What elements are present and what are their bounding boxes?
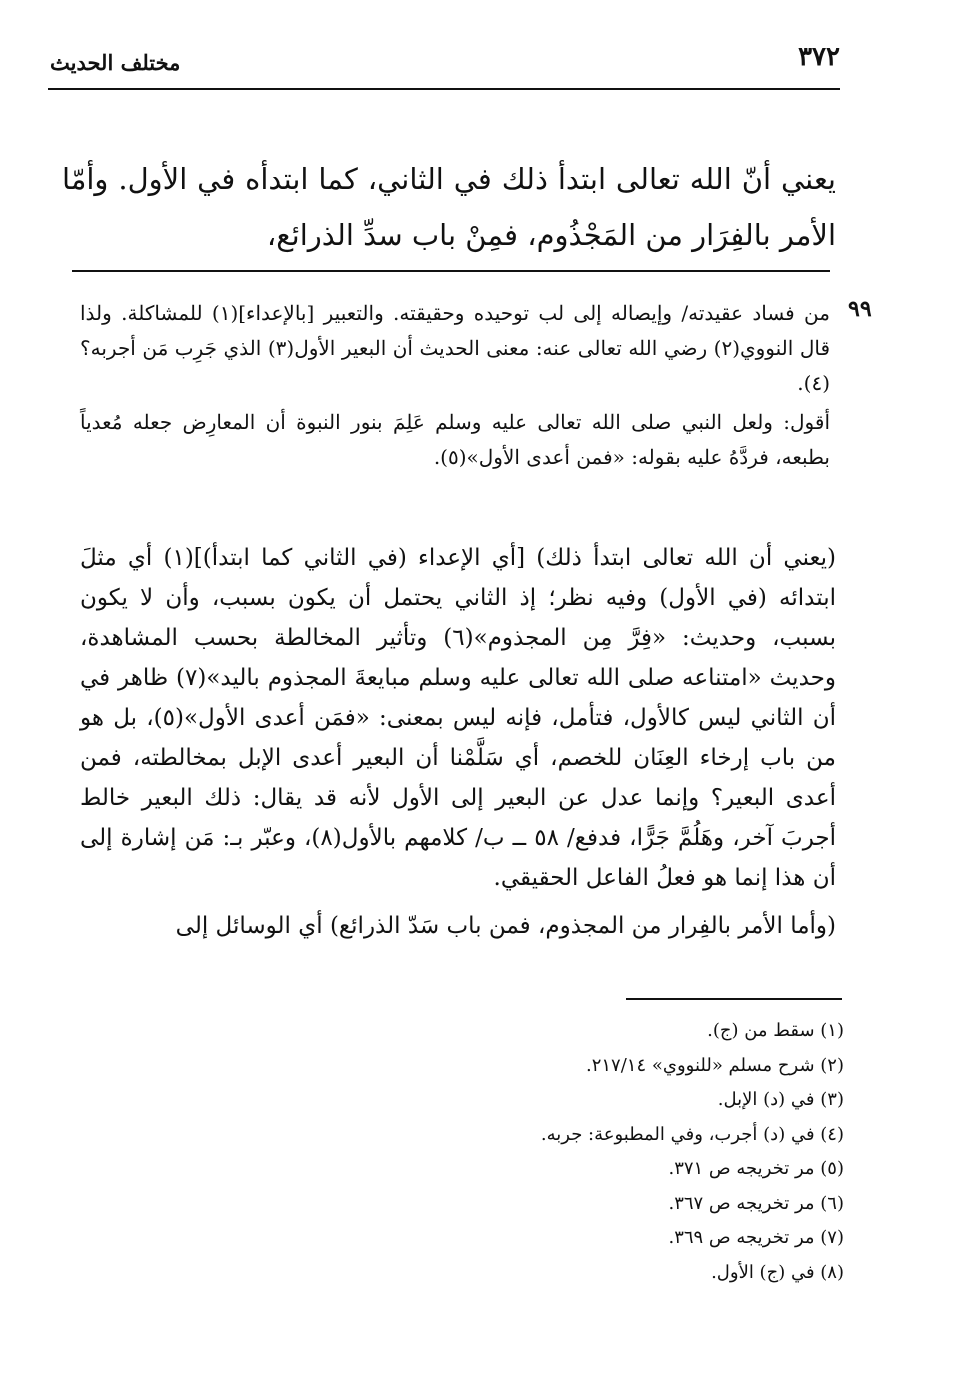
running-header bbox=[48, 42, 840, 82]
commentary-paragraph: أقول: ولعل النبي صلى الله تعالى عليه وسلم عَلِمَ بنور النبوة أن المعارِض جعله مُعدياً بطبعه، فردَّهُ عليه بقوله: «فمن أعدى الأول»(٥). bbox=[80, 410, 830, 469]
footnote: (٧) مر تخريجه ص ٣٦٩. bbox=[668, 1227, 844, 1248]
commentary-paragraph: من فساد عقيدته/ وإيصاله إلى لب توحيده وحقيقته. والتعبير [بالإعداء](١) للمشاكلة. ولذا قال النووي(٢) رضي الله تعالى عنه: معنى الحديث أن البعير الأول(٣) الذي جَرِب مَن أجربه؟(٤). bbox=[80, 301, 831, 395]
footnote: (١) سقط من (ج). bbox=[707, 1020, 844, 1041]
commentary-paragraph: (يعني أن الله تعالى ابتدأ ذلك) [أي الإعداء (في الثاني كما ابتدأ)](١) أي مثلَ ابتدائه (في الأول) وفيه نظر؛ إذ الثاني يحتمل أن يكون بسبب، وأن لا يكون بسبب، وحديث: «فِرَّ مِن المجذوم»(٦) وتأثير المخالطة بحسب المشاهدة، وحديث «امتناعه صلى الله تعالى عليه وسلم مبايعةَ المجذوم باليد»(٧) ظاهر في أن الثاني ليس كالأول، فتأمل، فإنه ليس بمعنى: «فمَن أعدى الأول»(٥)، بل هو من باب إرخاء العِنَان للخصم، أي سَلَّمْنا أن البعير أعدى الإبل بمخالطته، فمن أعدى البعير؟ وإنما عدل عن البعير إلى الأول لأنه قد يقال: ذلك البعير خالط أجربَ آخر، وهَلُمَّ جَرًّا، فدفع/ ٥٨ ــ ب/ كلامهم بالأول(٨)، وعبّر بـ: مَن إشارة إلى أن هذا إنما هو فعلُ الفاعل الحقيقي. bbox=[80, 545, 836, 891]
matn-text: يعني أنّ الله تعالى ابتدأ ذلك في الثاني، كما ابتدأه في الأول. وأمّا الأمر بالفِرَار من المَجْذُوم، فمِنْ باب سدِّ الذرائع، bbox=[62, 162, 836, 252]
footnote: (٨) في (ج) الأول. bbox=[711, 1261, 844, 1283]
footnote: (٥) مر تخريجه ص ٣٧١. bbox=[668, 1158, 844, 1179]
manuscript-folio-marker: ٩٩ bbox=[848, 296, 872, 322]
footnote: (٤) في (د) أجرب، وفي المطبوعة: جربه. bbox=[540, 1123, 844, 1145]
page-number: ٣٧٢ bbox=[798, 42, 840, 72]
book-title: مختلف الحديث bbox=[50, 50, 181, 75]
footnote-rule bbox=[626, 998, 842, 1000]
footnote: (٦) مر تخريجه ص ٣٦٧. bbox=[668, 1192, 844, 1214]
footnote: (٣) في (د) الإبل. bbox=[717, 1089, 844, 1110]
commentary-paragraph: (وأما الأمر بالفِرار من المجذوم، فمن باب سَدّ الذرائع) أي الوسائل إلى bbox=[175, 913, 836, 939]
commentary-main bbox=[80, 538, 836, 946]
commentary-upper bbox=[80, 296, 830, 475]
footnote: (٢) شرح مسلم «للنووي» ٢١٧/١٤. bbox=[585, 1054, 844, 1076]
footnotes-list bbox=[400, 1014, 844, 1290]
matn-separator-rule bbox=[72, 270, 830, 272]
header-rule bbox=[48, 88, 840, 90]
